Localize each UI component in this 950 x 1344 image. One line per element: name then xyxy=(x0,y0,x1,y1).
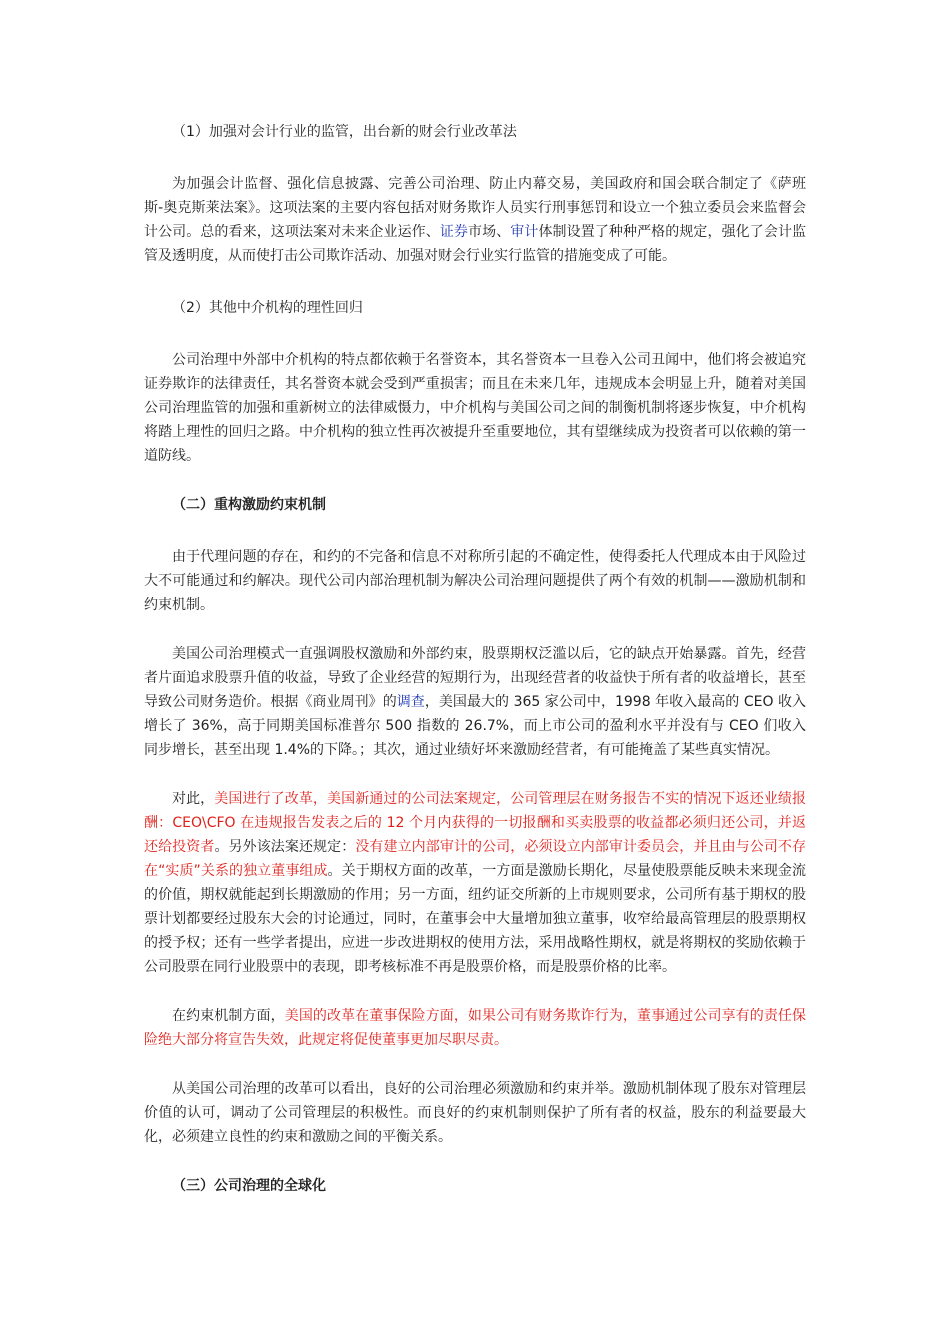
paragraph-stock-options xyxy=(144,642,806,762)
paragraph-intermediaries: 公司治理中外部中介机构的特点都依赖于名誉资本，其名誉资本一旦卷入公司丑闻中，他们将会被追究证券欺诈的法律责任，其名誉资本就会受到严重损害；而且在未来几年，违规成本会明显上升，随着对美国公司治理监管的加强和重新树立的法律威慑力，中介机构与美国公司之间的制衡机制将逐步恢复，中介机构将踏上理性的回归之路。中介机构的独立性再次被提升至重要地位，其有望继续成为投资者可以依赖的第一道防线。 xyxy=(144,352,806,464)
highlighted-text: 没有建立内部审计的公司，必须设立内部审计委员会，并且由与公司不存在“实质”关系的独立董事组成 xyxy=(144,839,807,879)
paragraph-text: 对此， xyxy=(172,791,215,807)
section-heading-globalization: （三）公司治理的全球化 xyxy=(172,1178,326,1194)
section-heading-2: （2）其他中介机构的理性回归 xyxy=(172,300,363,316)
paragraph-reform-measures xyxy=(144,787,806,979)
securities-link[interactable]: 证券 xyxy=(439,224,469,240)
section-heading-1: （1）加强对会计行业的监管，出台新的财会行业改革法 xyxy=(172,124,517,140)
paragraph-agency-problem: 由于代理问题的存在，和约的不完备和信息不对称所引起的不确定性，使得委托人代理成本由于风险过大不可能通过和约解决。现代公司内部治理机制为解决公司治理问题提供了两个有效的机制——激励机制和约束机制。 xyxy=(144,549,806,613)
paragraph-text: 。另外该法案还规定： xyxy=(214,839,356,855)
audit-link[interactable]: 审计 xyxy=(510,224,539,240)
document-page xyxy=(144,120,806,1198)
highlighted-text: 美国的改革在董事保险方面，如果公司有财务欺诈行为，董事通过公司享有的责任保险绝大部分将宣告失效，此规定将促使董事更加尽职尽责。 xyxy=(144,1008,807,1048)
paragraph-accounting-reform xyxy=(144,172,806,268)
paragraph-text: 美国公司治理模式一直强调股权激励和外部约束，股票期权泛滥以后，它的缺点开始暴露。首先，经营者片面追求股票升值的收益，导致了企业经营的短期行为，出现经营者的收益快于所有者的收益增长，甚至导致公司财务造价。根据《商业周刊》的 xyxy=(144,646,806,710)
paragraph-text: 在约束机制方面， xyxy=(172,1008,285,1024)
paragraph-text: 市场、 xyxy=(468,224,511,240)
paragraph-text: 体制设置了种种严格的规定，强化了会计监管及透明度，从而使打击公司欺诈活动、加强对财会行业实行监管的措施变成了可能。 xyxy=(144,224,807,264)
paragraph-text: 为加强会计监督、强化信息披露、完善公司治理、防止内幕交易，美国政府和国会联合制定了《萨班斯-奥克斯莱法案》。这项法案的主要内容包括对财务欺诈人员实行刑事惩罚和设立一个独立委员会来监督会计公司。总的看来，这项法案对未来企业运作、 xyxy=(144,176,806,240)
highlighted-text: 美国进行了改革，美国新通过的公司法案规定，公司管理层在财务报告不实的情况下返还业绩报酬：CEO\CFO 在违规报告发表之后的 12 个月内获得的一切报酬和买卖股票的收益都必须归还公司，并返还给投资者 xyxy=(144,791,807,855)
paragraph-conclusion: 从美国公司治理的改革可以看出，良好的公司治理必须激励和约束并举。激励机制体现了股东对管理层价值的认可，调动了公司管理层的积极性。而良好的约束机制则保护了所有者的权益，股东的利益要最大化，必须建立良性的约束和激励之间的平衡关系。 xyxy=(144,1081,806,1145)
paragraph-text: ，美国最大的 365 家公司中，1998 年收入最高的 CEO 收入增长了 36%，高于同期美国标准普尔 500 指数的 26.7%，而上市公司的盈利水平并没有与 CEO 们收入同步增长，甚至出现 1.4%的下降。；其次，通过业绩好坏来激励经营者，有可能掩盖了某些真实情况。 xyxy=(144,694,807,758)
paragraph-constraint-mechanism xyxy=(144,1004,806,1052)
section-heading-incentive: （二）重构激励约束机制 xyxy=(172,497,326,513)
paragraph-text: 。关于期权方面的改革，一方面是激励长期化，尽量使股票能反映未来现金流的价值，期权就能起到长期激励的作用；另一方面，纽约证交所新的上市规则要求，公司所有基于期权的股票计划都要经过股东大会的讨论通过，同时，在董事会中大量增加独立董事，收窄给最高管理层的股票期权的授予权；还有一些学者提出，应进一步改进期权的使用方法，采用战略性期权，就是将期权的奖励依赖于公司股票在同行业股票中的表现，即考核标准不再是股票价格，而是股票价格的比率。 xyxy=(144,863,806,975)
survey-link[interactable]: 调查 xyxy=(396,694,425,710)
